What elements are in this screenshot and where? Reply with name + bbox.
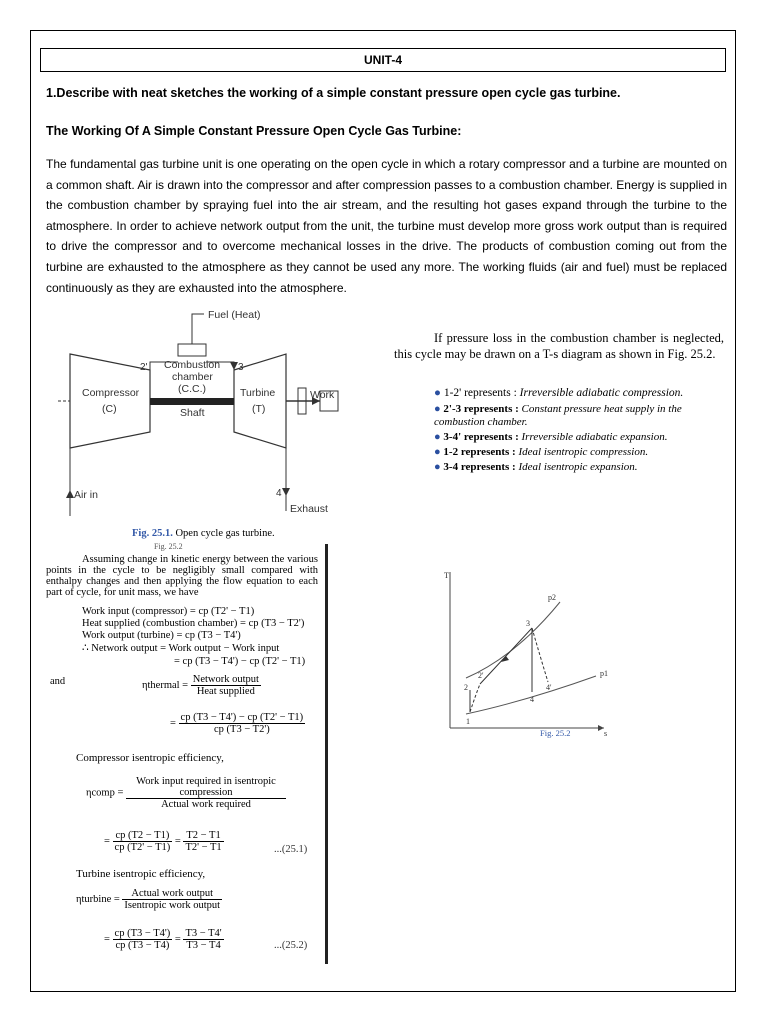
network-eq-1: ∴ Network output = Work output − Work input [82, 643, 280, 654]
network-eq-2: = cp (T3 − T4') − cp (T2' − T1) [174, 656, 306, 667]
p2-label: p2 [548, 593, 556, 602]
turb-eff-label: Turbine isentropic efficiency, [76, 868, 206, 880]
point-2p-label: 2' [478, 671, 484, 680]
question-text: 1.Describe with neat sketches the working of a simple constant pressure open cycle gas turbine. [46, 86, 621, 100]
eq-25-1: ...(25.1) [274, 844, 308, 855]
eta-turbine-eq-2: = $\frac{cp (T3 - T4')}{cp (T3 - T4)}$ = $\frac{T3 - T4'}{T3 - T4}$ [104, 928, 222, 951]
shaft-bar [150, 398, 234, 405]
combustion-label-1: Combustion [164, 359, 221, 371]
eta-comp-eq-2: = $\frac{cp (T2 - T1)}{cp (T2' - T1)}$ = $\frac{T2 - T1}{T2' - T1}$ [104, 830, 222, 853]
eta-comp-eq: ηcomp = $\frac{\text{Work input required in isentropic compression}}{\text{Actual work required}}$ [86, 776, 286, 810]
ts-item: ● 1-2' represents : Irreversible adiabatic compression. [434, 387, 684, 399]
process-3-4p [532, 628, 548, 682]
body-paragraph: The fundamental gas turbine unit is one operating on the open cycle in which a rotary compressor and a turbine are mounted on a common shaft. Air is drawn into the compressor and after compression passes to a combustion chamber. Energy is supplied in the combustion chamber by spraying fuel into the air stream, and the resulting hot gases expand through the turbine to the atmosphere. In order to achieve network output from the unit, the turbine must develop more gross work output than is required to drive the compressor and to overcome mechanical losses in the drive. The products of combustion coming out from the turbine are exhausted to the atmosphere as they cannot be used any more. The working fluids (air and fuel) must be replaced continuously as they are exhausted into the atmosphere. [46, 157, 727, 295]
derivation-intro: Assuming change in kinetic energy between the various points in the cycle to be negligibly small compared with enthalpy changes and then applying the flow equation to each part of cycle, for unit mass, we have [46, 554, 318, 598]
comp-eff-label: Compressor isentropic efficiency, [76, 752, 224, 764]
exhaust-label: Exhaust [290, 503, 328, 515]
eta-turbine-eq: ηturbine = $\frac{\text{Actual work output}}{\text{Isentropic work output}}$ [76, 888, 221, 911]
open-cycle-schematic [58, 306, 348, 546]
combustion-chamber-shape [178, 344, 206, 356]
air-in-label: Air in [74, 489, 98, 501]
work-label: Work [310, 389, 335, 401]
ts-item: ● 2'-3 represents : Constant pressure heat supply in the combustion chamber. [434, 403, 682, 428]
ts-items [434, 386, 724, 474]
ts-item: ● 3-4 represents : Ideal isentropic expansion. [434, 461, 638, 473]
turbine-label: Turbine [240, 387, 276, 399]
and-label: and [50, 676, 66, 687]
point-2-label: 2 [464, 683, 468, 692]
heat-supplied-eq: Heat supplied (combustion chamber) = cp (T3 − T2') [82, 618, 305, 629]
point-4: 4 [276, 488, 282, 499]
point-4-label: 4 [530, 695, 534, 704]
s-axis-label: s [604, 729, 608, 738]
compressor-shape [70, 354, 150, 448]
derivation-block [46, 544, 328, 964]
eq-25-2: ...(25.2) [274, 940, 308, 951]
ts-description [394, 330, 724, 500]
fig-ref: Fig. 25.2 [154, 542, 183, 551]
fig1-caption [132, 528, 275, 539]
process-1-2p [470, 684, 480, 712]
fig1-caption-number: Fig. 25.1. [132, 528, 173, 539]
combustion-label-3: (C.C.) [178, 383, 206, 395]
fig-open-cycle-gas-turbine [58, 306, 348, 546]
point-4p-label: 4' [546, 683, 552, 692]
ts-item: ● 3-4' represents : Irreversible adiabatic expansion. [434, 431, 668, 443]
fig2-caption: Fig. 25.2 [540, 728, 571, 738]
ts-intro: If pressure loss in the combustion chamber is neglected, this cycle may be drawn on a T-s diagram as shown in Fig. 25.2. [394, 331, 724, 361]
p2-line [466, 602, 560, 678]
t-axis-label: T [444, 571, 449, 580]
turbine-abbr: (T) [252, 403, 266, 415]
eta-thermal-eq-2: = $\frac{cp (T3 - T4') - cp (T2' - T1)}{cp (T3 - T2')}$ [170, 712, 304, 735]
fig1-caption-text: Open cycle gas turbine. [175, 528, 275, 539]
unit-title: UNIT-4 [40, 48, 726, 72]
combustion-label-2: chamber [172, 371, 213, 383]
ts-diagram-svg [436, 566, 612, 746]
point-1-label: 1 [466, 717, 470, 726]
ts-item: ● 1-2 represents : Ideal isentropic compression. [434, 446, 649, 458]
shaft-label: Shaft [180, 407, 205, 419]
eta-thermal-eq: ηthermal = $\frac{\text{Network output}}{\text{Heat supplied}}$ [142, 674, 259, 697]
fig-ts-diagram [436, 566, 612, 746]
work-input-eq: Work input (compressor) = cp (T2' − T1) [82, 606, 255, 617]
section-heading: The Working Of A Simple Constant Pressure Open Cycle Gas Turbine: [46, 124, 462, 138]
point-3-label: 3 [526, 619, 530, 628]
work-output-eq: Work output (turbine) = cp (T3 − T4') [82, 630, 241, 641]
compressor-label: Compressor [82, 387, 140, 399]
fuel-label: Fuel (Heat) [208, 309, 261, 321]
point-3: 3 [238, 362, 244, 373]
compressor-abbr: (C) [102, 403, 117, 415]
p1-label: p1 [600, 669, 608, 678]
point-2p: 2' [140, 362, 148, 373]
